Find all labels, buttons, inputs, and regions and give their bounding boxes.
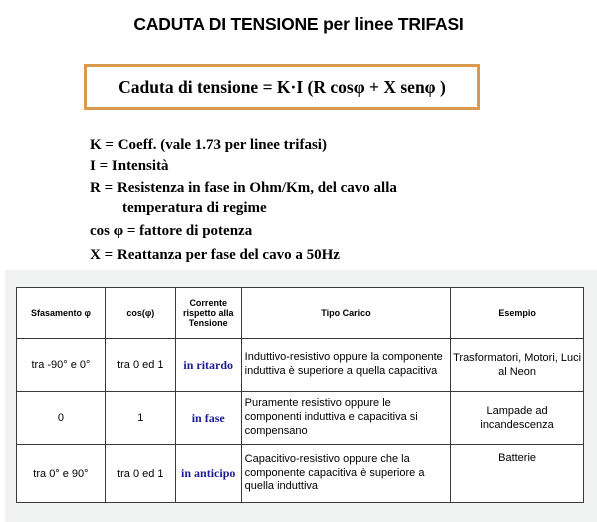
definition-r: R = Resistenza in fase in Ohm/Km, del cavo alla [90, 180, 397, 196]
cell-sfasamento: 0 [17, 392, 106, 445]
header-sfasamento: Sfasamento φ [17, 288, 106, 339]
table-row [17, 339, 584, 392]
cell-esempio: Batterie [451, 445, 584, 503]
header-corrente: Corrente rispetto alla Tensione [175, 288, 241, 339]
definition-i: I = Intensità [90, 158, 169, 174]
cell-corrente: in ritardo [175, 339, 241, 392]
cell-corrente: in anticipo [175, 445, 241, 503]
table-header-row [17, 288, 584, 339]
table-row [17, 445, 584, 503]
definition-x: X = Reattanza per fase del cavo a 50Hz [90, 247, 340, 263]
cell-tipo: Puramente resistivo oppure le componenti induttiva e capacitiva si compensano [241, 392, 451, 445]
page-title: CADUTA DI TENSIONE per linee TRIFASI [133, 14, 464, 34]
definition-k: K = Coeff. (vale 1.73 per linee trifasi) [90, 137, 327, 153]
cell-tipo: Capacitivo-resistivo oppure che la componente capacitiva è superiore a quella induttiva [241, 445, 451, 503]
phase-table [16, 287, 584, 503]
cell-cos: tra 0 ed 1 [105, 445, 175, 503]
definition-cos: cos φ = fattore di potenza [90, 223, 253, 239]
cell-esempio: Lampade ad incandescenza [451, 392, 584, 445]
cell-esempio: Trasformatori, Motori, Luci al Neon [451, 339, 584, 392]
cell-cos: tra 0 ed 1 [105, 339, 175, 392]
header-tipo: Tipo Carico [241, 288, 451, 339]
definition-r-continued: temperatura di regime [122, 200, 267, 216]
cell-sfasamento: tra 0° e 90° [17, 445, 106, 503]
cell-corrente: in fase [175, 392, 241, 445]
header-esempio: Esempio [451, 288, 584, 339]
formula-box [84, 64, 480, 110]
formula-text: Caduta di tensione = K·I (R cosφ + X senφ ) [118, 76, 446, 97]
header-cos: cos(φ) [105, 288, 175, 339]
table-row [17, 392, 584, 445]
cell-tipo: Induttivo-resistivo oppure la componente induttiva è superiore a quella capacitiva [241, 339, 451, 392]
cell-cos: 1 [105, 392, 175, 445]
cell-sfasamento: tra -90° e 0° [17, 339, 106, 392]
